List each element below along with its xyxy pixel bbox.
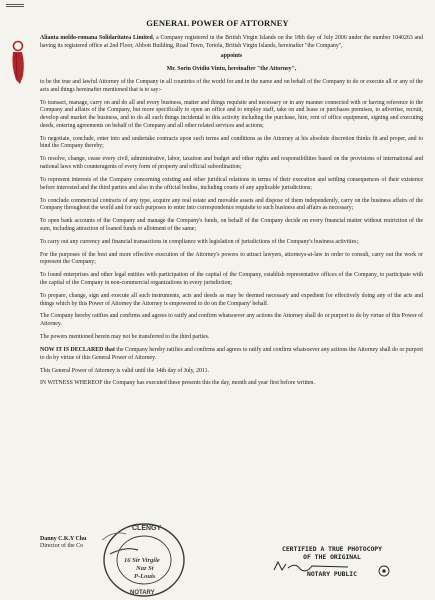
signatory-name: Danny C.K.Y Chu [40,536,87,542]
validity-statement: This General Power of Attorney is valid until the 14th day of July, 2011. [40,367,210,374]
notary-seal-number-icon [378,565,390,577]
declaration-lead: NOW IT IS DECLARED that [40,346,115,353]
appointee-name: Mr. Sorin Ovidiu Vintu, hereinafter "the Attorney", [166,66,297,73]
body-paragraph-5: To conclude commercial contracts of any type, acquire any real estate and movable assets and dispose of them independently, carry on the business affairs of the Company throughout the world and for such purposes to enter into correspondence requisite to such business and affairs as necessary; [40,197,423,212]
stamp-line-3: P-Louis [134,573,156,580]
notary-signature-icon [270,558,350,576]
certification-line-3: NOTARY PUBLIC [306,570,358,578]
declaration-text: the Company hereby ratifies and confirms and agrees to ratify and confirm whatsoever any actions the Attorney shall do or purport to do by virtue of this General Power of Attorney. [40,346,423,361]
body-paragraph-11: The Company hereby ratifies and confirms and agrees to ratify and confirm whatsoever any actions the Attorney shall do or purport to do by virtue of this Power of Attorney. [40,313,423,328]
appoints-label: appoints [220,53,243,60]
stamp-line-1: 16 Sir Virgile [124,557,160,564]
red-seal-ribbon-icon [10,40,26,86]
body-paragraph-7: To carry out any currency and financial transactions in compliance with legislation of jurisdictions of the Company's business activities; [40,238,359,245]
company-name: Alianta moldo-romana Solidaritatea Limited [40,35,153,41]
stamp-ring-top: CLENGY [132,525,162,532]
document-title: GENERAL POWER OF ATTORNEY [146,18,289,28]
certification-line-2: OF THE ORIGINAL [303,553,361,561]
corner-mark [6,4,24,8]
notary-round-stamp-icon [96,520,188,600]
body-paragraph-8: For the purposes of the best and more effective execution of the Attorney's powers to attract lawyers, attorneys-at-law in order to consult, carry out the work or represent the Company; [40,251,423,266]
body-paragraph-12: The powers mentioned herein may not be transferred to the third parties. [40,334,210,341]
body-paragraph-6: To open bank accounts of the Company and manage the Company's funds, on behalf of the Company decide on every financial matter without restriction of the sum, including attraction of loaned funds or allotment of the same; [40,218,423,232]
company-details: , a Company registered in the British Virgin Islands on the 18th day of July 2006 under the number 1040263 and having its registered office at 2nd Floor, Abbott Building, Road Town, Tortola, British Virgin Islands, hereinafter "the Company", [40,35,423,49]
stamp-line-2: Naz St [136,565,154,572]
body-paragraph-9: To found enterprises and other legal entities with participation of the capital of the Company, establish representative offices of the Company, to participate with the capital of the Company in non-commercial organizations in every jurisdiction; [40,272,423,286]
declaration-paragraph [40,347,423,362]
witness-clause: IN WITNESS WHEREOF the Company has executed these presents this the day, month and year first before written. [40,380,315,387]
body-paragraph-2: To negotiate, conclude, enter into and undertake contracts upon such terms and conditions as the Attorney at his absolute discretion thinks fit and proper, and to bind the Company thereby; [40,135,423,150]
body-paragraph-0: to be the true and lawful Attorney of the Company in all countries of the world for and in the name and on behalf of the Company to do or execute all or any of the acts and things hereinafter mentioned that is to say:- [40,79,423,93]
body-paragraph-10: To prepare, change, sign and execute all such instruments, acts and deeds as may be deemed necessary and expedient for effectively doing any of the acts and things which by this Power of Attorney the Attorney is empowered to do on the Company' behalf. [40,292,423,307]
signatory-role: Director of the Co [40,543,84,550]
document-body [40,35,423,393]
certification-line-1: CERTIFIED A TRUE PHOTOCOPY [281,545,383,553]
intro-paragraph [40,35,423,50]
body-paragraph-1: To transact, manage, carry on and do all and every business, matter and things requisite and necessary or in any manner connected with or having reference to the Company and affairs of the Company, but more specifically to open an office and to employ staff, take on and lease or purchases premises, to advertise, recruit, develop and market the business, and to do all such things incidental to this activity including the purchase, hire, rent of office equipment, signing and executing deeds, entering agreements on behalf of the Company and all other related services and actions; [40,99,423,129]
stamp-ring-bottom: NOTARY [130,590,155,596]
body-paragraph-3: To resolve, change, cease every civil, administrative, labor, taxation and budget and other rights and responsibilities based on the provisions of international and national laws with counteragents of every form of property and official subordination; [40,156,423,171]
body-paragraph-4: To represent interests of the Company concerning existing and other juridical relations in terms of their execution and settling consequences of their existence before interested and the third parties and also in the official bodies, including courts of any applicable jurisdictions; [40,176,423,191]
signatory-block [40,536,86,551]
